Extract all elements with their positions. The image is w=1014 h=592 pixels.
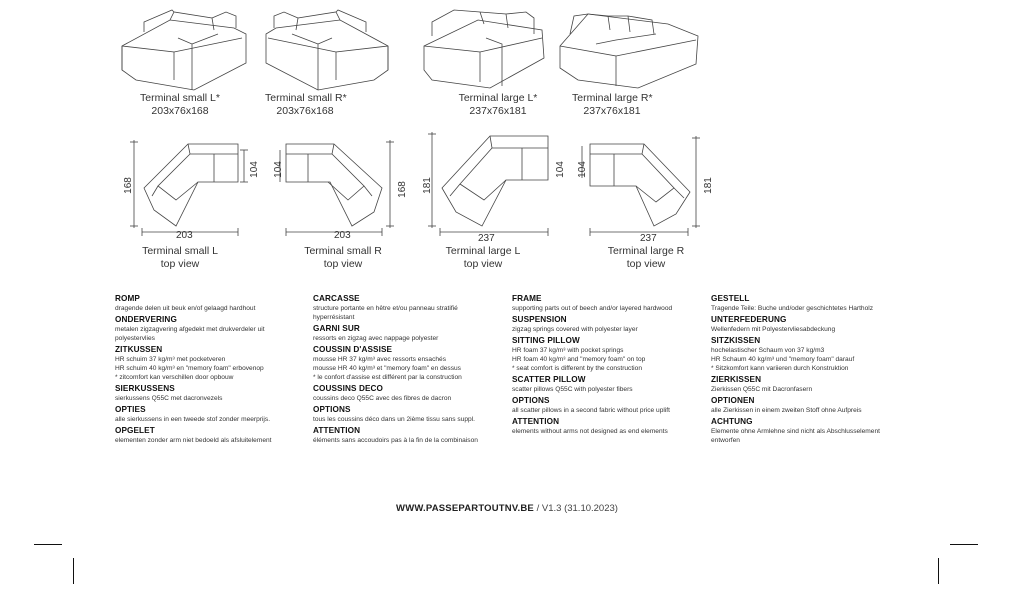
spec-title: SITTING PILLOW (512, 336, 580, 345)
spec-title: OPTIONS (313, 405, 351, 414)
spec-text (313, 355, 503, 382)
spec-line: all scatter pillows in a second fabric without price uplift (512, 407, 670, 414)
spec-line: HR foam 40 kg/m³ and "memory foam" on top (512, 356, 646, 363)
spec-title: ONDERVERING (115, 315, 177, 324)
spec-text (711, 325, 901, 334)
spec-title: SUSPENSION (512, 315, 567, 324)
crop-mark (34, 544, 62, 545)
spec-title: CARCASSE (313, 294, 360, 303)
spec-text (115, 325, 305, 343)
spec-line: sierkussens Q55C met dacronvezels (115, 395, 223, 402)
spec-title: UNTERFEDERUNG (711, 315, 787, 324)
spec-line: ressorts en zigzag avec nappage polyester (313, 335, 439, 342)
spec-text (115, 304, 305, 313)
product-4-label (572, 92, 652, 118)
top-view-2-arm: 104 (272, 161, 284, 178)
spec-title: ZIERKISSEN (711, 375, 762, 384)
spec-line: HR foam 37 kg/m³ with pocket springs (512, 347, 624, 354)
spec-line: dragende delen uit beuk en/of gelaagd hardhout (115, 305, 256, 312)
spec-line: hochelastischer Schaum von 37 kg/m3 (711, 347, 825, 354)
top-view-name: Terminal large L (445, 245, 521, 257)
spec-text (313, 304, 503, 322)
spec-title: FRAME (512, 294, 542, 303)
spec-line: éléments sans accoudoirs pas à la fin de la combinaison (313, 437, 478, 444)
sofa-top-view-large-r (580, 136, 710, 236)
spec-title: ATTENTION (512, 417, 560, 426)
spec-text (313, 415, 503, 424)
spec-line: * zitcomfort kan verschillen door opbouw (115, 374, 234, 381)
top-view-4-label (606, 245, 686, 271)
top-view-1-width: 203 (176, 230, 193, 241)
top-view-3-depth: 181 (421, 177, 433, 194)
spec-title: COUSSINS DECO (313, 384, 383, 393)
spec-line: HR Schaum 40 kg/m³ und "memory foam" darauf (711, 356, 855, 363)
sofa-perspective-large-l (422, 6, 548, 90)
top-view-caption: top view (463, 258, 503, 270)
spec-text (115, 436, 305, 445)
spec-title: OPGELET (115, 426, 155, 435)
top-view-1-depth: 168 (122, 177, 134, 194)
crop-mark (73, 558, 74, 584)
spec-line: * seat comfort is different by the construction (512, 365, 642, 372)
spec-column-dutch (115, 292, 305, 447)
product-2-label (265, 92, 345, 118)
product-name: Terminal large L* (458, 92, 538, 104)
spec-text (512, 325, 702, 334)
spec-column-french (313, 292, 503, 447)
spec-title: GESTELL (711, 294, 750, 303)
sofa-top-view-small-r (278, 140, 408, 232)
spec-line: structure portante en hêtre et/ou panneau stratifié (313, 305, 458, 312)
spec-text (711, 406, 901, 415)
version-info: / V1.3 (31.10.2023) (536, 503, 618, 514)
product-3-label (458, 92, 538, 118)
spec-line: * Sitzkomfort kann variieren durch Konstruktion (711, 365, 849, 372)
spec-text (711, 427, 901, 445)
spec-text (115, 355, 305, 382)
spec-line: metalen zigzagvering afgedekt met drukverdeler uit (115, 326, 265, 333)
product-1-label (140, 92, 220, 118)
spec-line: scatter pillows Q55C with polyester fibers (512, 386, 633, 393)
spec-text (512, 427, 702, 436)
spec-title: ACHTUNG (711, 417, 753, 426)
spec-text (711, 385, 901, 394)
footer (0, 503, 1014, 514)
sofa-perspective-large-r (556, 6, 702, 90)
sofa-perspective-small-r (264, 8, 396, 90)
spec-line: Elemente ohne Armlehne sind nicht als Abschlusselement (711, 428, 880, 435)
spec-line: supporting parts out of beech and/or layered hardwood (512, 305, 673, 312)
spec-line: alle sierkussens in een tweede stof zonder meerprijs. (115, 416, 271, 423)
sofa-perspective-small-l (118, 8, 250, 90)
spec-text (115, 394, 305, 403)
spec-title: ROMP (115, 294, 140, 303)
spec-text (512, 406, 702, 415)
spec-title: GARNI SUR (313, 324, 360, 333)
spec-title: ZITKUSSEN (115, 345, 163, 354)
product-dims: 237x76x181 (583, 105, 641, 117)
spec-line: hyperrésistant (313, 314, 355, 321)
top-view-4-depth: 181 (702, 177, 714, 194)
spec-title: SCATTER PILLOW (512, 375, 586, 384)
top-view-2-depth: 168 (396, 181, 408, 198)
spec-line: zigzag springs covered with polyester layer (512, 326, 638, 333)
spec-line: tous les coussins déco dans un 2ième tissu sans suppl. (313, 416, 476, 423)
spec-title: ATTENTION (313, 426, 361, 435)
spec-line: coussins deco Q55C avec des fibres de dacron (313, 395, 452, 402)
crop-mark (950, 544, 978, 545)
spec-title: COUSSIN D'ASSISE (313, 345, 393, 354)
spec-title: OPTIONS (512, 396, 550, 405)
top-view-2-label (303, 245, 383, 271)
top-view-name: Terminal small L (142, 245, 218, 257)
spec-title: SITZKISSEN (711, 336, 761, 345)
top-view-1-arm: 104 (248, 161, 260, 178)
product-name: Terminal small R* (265, 92, 347, 104)
spec-line: HR schuim 40 kg/m³ en "memory foam" erbovenop (115, 365, 264, 372)
spec-line: polyestervlies (115, 335, 155, 342)
product-dims: 203x76x168 (151, 105, 209, 117)
website-link[interactable]: WWW.PASSEPARTOUTNV.BE (396, 503, 534, 514)
top-view-3-arm: 104 (554, 161, 566, 178)
spec-line: Tragende Teile: Buche und/oder geschichtetes Hartholz (711, 305, 874, 312)
product-name: Terminal small L* (140, 92, 220, 104)
product-dims: 203x76x168 (276, 105, 334, 117)
spec-column-german (711, 292, 901, 447)
top-view-2-width: 203 (334, 230, 351, 241)
spec-title: OPTIONEN (711, 396, 755, 405)
product-name: Terminal large R* (572, 92, 653, 104)
spec-column-english (512, 292, 702, 438)
spec-text (313, 394, 503, 403)
spec-text (313, 334, 503, 343)
spec-title: OPTIES (115, 405, 146, 414)
top-view-caption: top view (160, 258, 200, 270)
spec-line: Zierkissen Q55C mit Dacronfasern (711, 386, 813, 393)
spec-text (313, 436, 503, 445)
top-view-4-width: 237 (640, 233, 657, 244)
spec-line: elementen zonder arm niet bedoeld als afsluitelement (115, 437, 272, 444)
spec-text (711, 346, 901, 373)
top-view-4-arm: 104 (576, 161, 588, 178)
spec-text (512, 304, 702, 313)
spec-text (512, 346, 702, 373)
spec-line: * le confort d'assise est différent par la construction (313, 374, 462, 381)
spec-line: HR schuim 37 kg/m³ met pocketveren (115, 356, 226, 363)
top-view-3-width: 237 (478, 233, 495, 244)
crop-mark (938, 558, 939, 584)
sofa-top-view-large-l (428, 132, 564, 232)
top-view-3-label (443, 245, 523, 271)
spec-line: alle Zierkissen in einem zweiten Stoff ohne Aufpreis (711, 407, 862, 414)
spec-line: mousse HR 40 kg/m³ et "memory foam" en dessus (313, 365, 461, 372)
spec-line: entworfen (711, 437, 740, 444)
spec-text (115, 415, 305, 424)
spec-line: Wellenfedern mit Polyestervliesabdeckung (711, 326, 836, 333)
top-view-name: Terminal large R (607, 245, 685, 257)
top-view-1-label (140, 245, 220, 271)
spec-text (512, 385, 702, 394)
top-view-name: Terminal small R (304, 245, 382, 257)
spec-title: SIERKUSSENS (115, 384, 175, 393)
spec-text (711, 304, 901, 313)
spec-line: elements without arms not designed as end elements (512, 428, 668, 435)
spec-line: mousse HR 37 kg/m³ avec ressorts ensachés (313, 356, 447, 363)
product-dims: 237x76x181 (469, 105, 527, 117)
sofa-top-view-small-l (130, 140, 250, 232)
top-view-caption: top view (323, 258, 363, 270)
top-view-caption: top view (626, 258, 666, 270)
